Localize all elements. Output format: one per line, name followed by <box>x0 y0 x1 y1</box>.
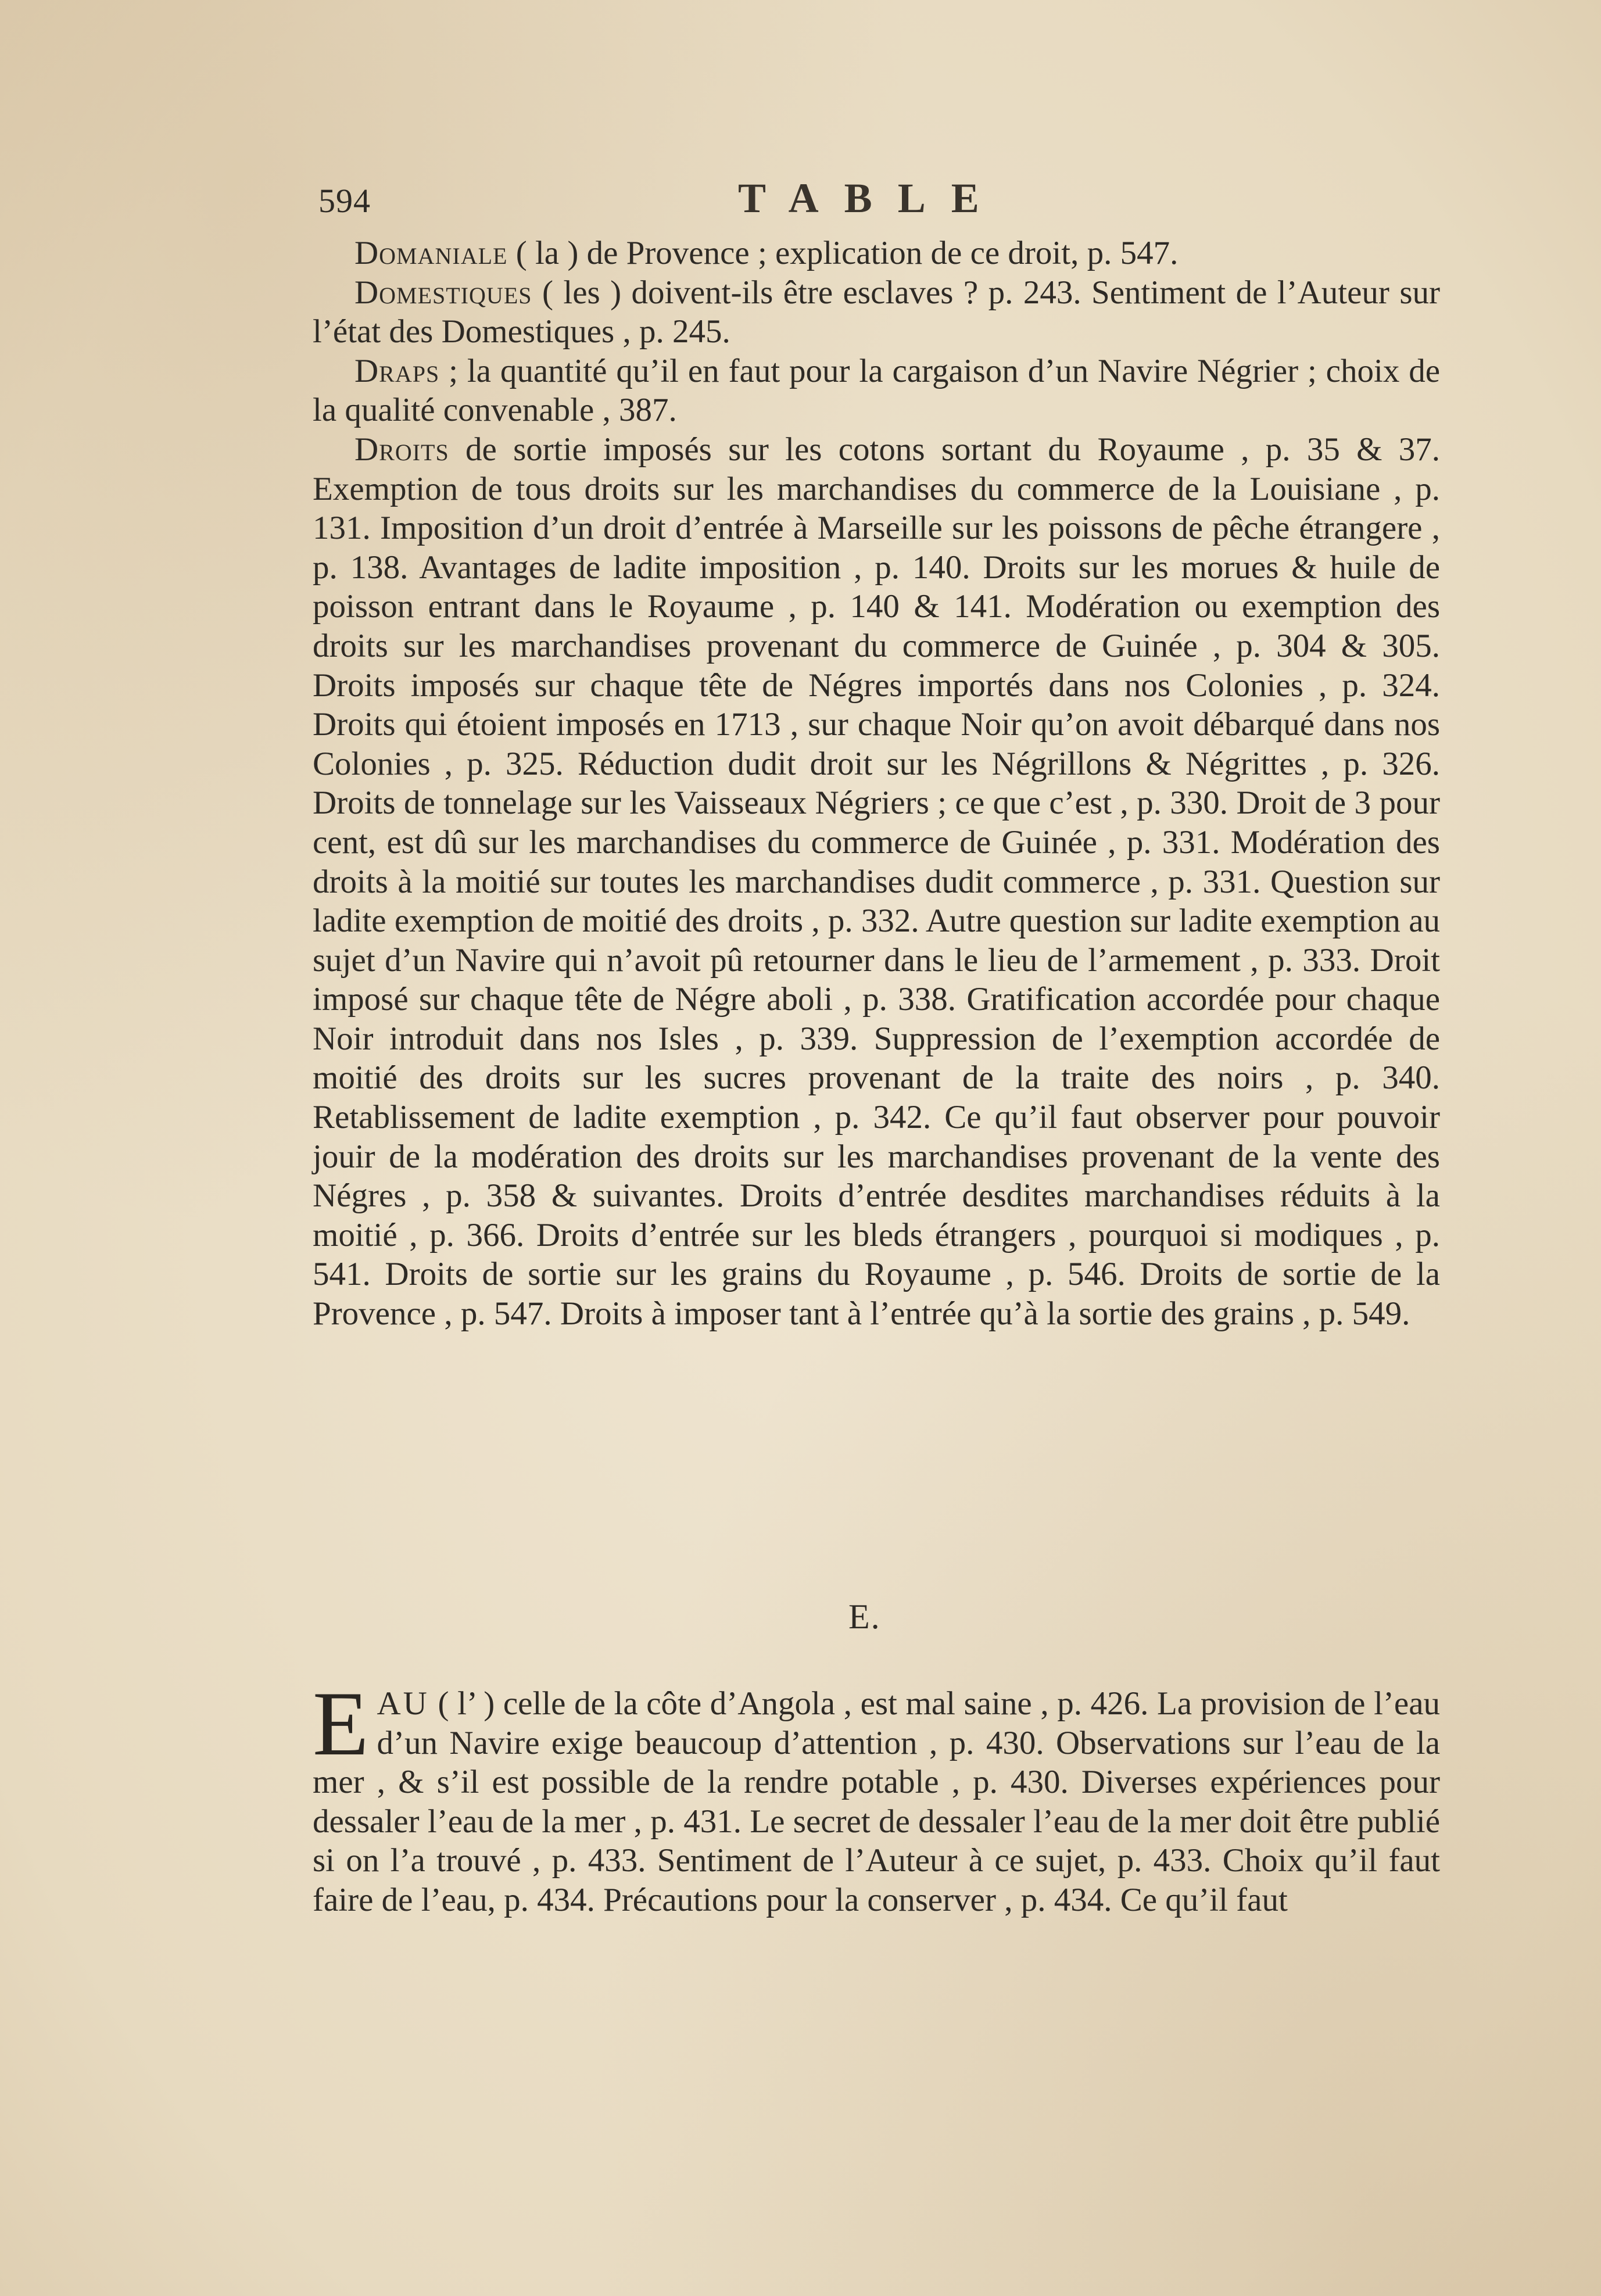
index-entry <box>313 352 1440 430</box>
index-entry <box>313 1673 1440 1920</box>
entry-text: ; la quantité qu’il en faut pour la cargaison d’un Navire Négrier ; choix de la qualité convenable , 387. <box>313 352 1440 429</box>
entry-headword: AU <box>377 1685 429 1722</box>
index-entry <box>313 273 1440 352</box>
section-heading-e: E. <box>848 1597 881 1636</box>
index-entry <box>313 430 1440 1334</box>
entry-text: de sortie imposés sur les cotons sortant du Royaume , p. 35 & 37. Exemption de tous droits sur les marchandises du commerce de la Louisiane , p. 131. Imposition d’un droit d’entrée à Marseille sur les poissons de pêche étrangere , p. 138. Avantages de ladite imposition , p. 140. Droits sur les morues & huile de poisson entrant dans le Royaume , p. 140 & 141. Modération ou exemption des droits sur les marchandises provenant du commerce de Guinée , p. 304 & 305. Droits imposés sur chaque tête de Négres importés dans nos Colonies , p. 324. Droits qui étoient imposés en 1713 , sur chaque Noir qu’on avoit débarqué dans nos Colonies , p. 325. Réduction dudit droit sur les Négrillons & Négrittes , p. 326. Droits de tonnelage sur les Vaisseaux Négriers ; ce que c’est , p. 330. Droit de 3 pour cent, est dû sur les marchandises du commerce de Guinée , p. 331. Modération des droits à la moitié sur toutes les marchandises dudit commerce , p. 331. Question sur ladite exemption de moitié des droits , p. 332. Autre question sur ladite exemption au sujet d’un Navire qui n’avoit pû retourner dans le lieu de l’armement , p. 333. Droit imposé sur chaque tête de Négre aboli , p. 338. Gratification accordée pour chaque Noir introduit dans nos Isles , p. 339. Suppression de l’exemption accordée de moitié des droits sur les sucres provenant de la traite des noirs , p. 340. Retablissement de ladite exemption , p. 342. Ce qu’il faut observer pour pouvoir jouir de la modération des droits sur les marchandises provenant de la vente des Négres , p. 358 & suivantes. Droits d’entrée desdites marchandises réduits à la moitié , p. 366. Droits d’entrée sur les bleds étrangers , pourquoi si modiques , p. 541. Droits de sortie sur les grains du Royaume , p. 546. Droits de sortie de la Provence , p. 547. Droits à imposer tant à l’entrée qu’à la sortie des grains , p. 549. <box>313 431 1440 1333</box>
running-title: TABLE <box>738 175 1005 221</box>
entry-headword: Draps <box>354 352 440 389</box>
entry-text: ( la ) de Provence ; explication de ce droit, p. 547. <box>507 235 1179 271</box>
index-entries <box>313 234 1440 1334</box>
entry-headword: Domestiques <box>354 274 532 311</box>
entry-text: ( les ) doivent-ils être esclaves ? p. 243. Sentiment de l’Auteur sur l’état des Domestiques , p. 245. <box>313 274 1440 350</box>
page-number: 594 <box>318 182 371 220</box>
drop-cap-letter: E <box>313 1673 369 1775</box>
entry-headword: Droits <box>354 431 449 468</box>
entry-text: ( l’ ) celle de la côte d’Angola , est mal saine , p. 426. La provision de l’eau d’un Navire exige beaucoup d’attention , p. 430. Observations sur l’eau de la mer , & s’il est possible de la rendre potable , p. 430. Diverses expériences pour dessaler l’eau de la mer , p. 431. Le secret de dessaler l’eau de la mer doit être publié si on l’a trouvé , p. 433. Sentiment de l’Auteur à ce sujet, p. 433. Choix qu’il faut faire de l’eau, p. 434. Précautions pour la conserver , p. 434. Ce qu’il faut <box>313 1685 1440 1918</box>
index-entry <box>313 234 1440 273</box>
section-e-entries <box>313 1673 1440 1920</box>
entry-headword: Domaniale <box>354 235 508 271</box>
